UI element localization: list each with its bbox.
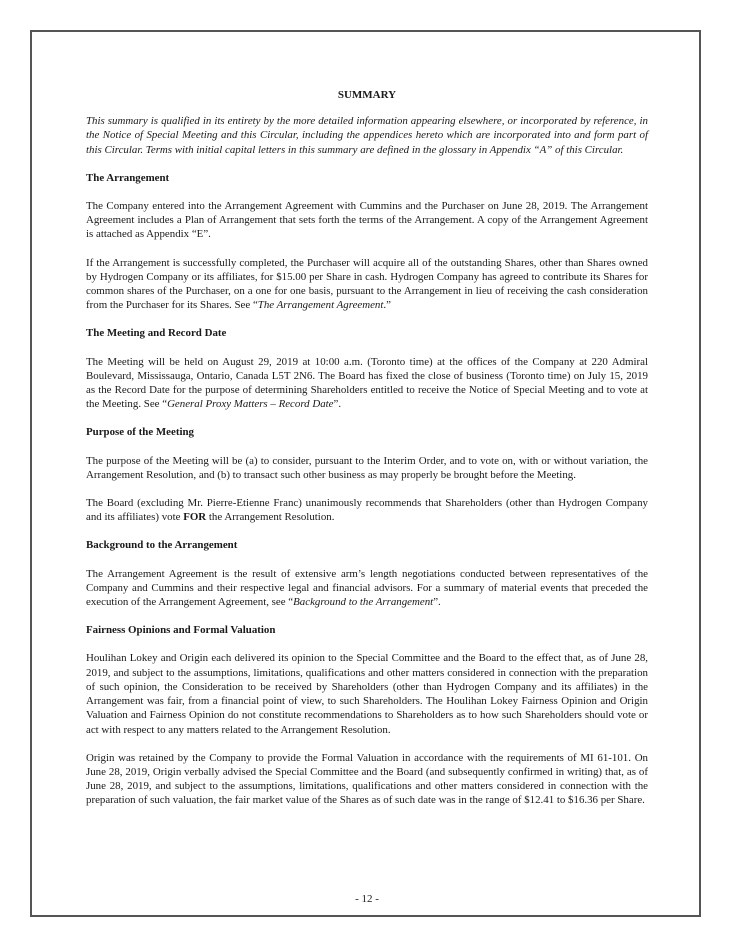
arrangement-p2-reference: The Arrangement Agreement bbox=[257, 299, 384, 312]
fairness-paragraph-2: Origin was retained by the Company to provide the Formal Valuation in accordance with the requirements of MI 61-101. On June 28, 2019, Origin verbally advised the Special Committee and the Board (and subsequently confirmed in writing) that, as of June 28, 2019, and subject to the assumptions, limitations, qualifications and other matters considered in connection with the preparation of such valuation, the fair market value of the Shares as of such date was in the range of $12.41 to $16.36 per Share. bbox=[86, 751, 648, 807]
page-number: - 12 - bbox=[355, 893, 379, 905]
purpose-p2-end: the Arrangement Resolution. bbox=[206, 511, 335, 524]
meeting-p1-end: ”. bbox=[333, 398, 342, 411]
purpose-p2-bold: FOR bbox=[183, 511, 207, 524]
summary-intro: This summary is qualified in its entirety by the more detailed information appearing elsewhere, or incorporated by reference, in the Notice of Special Meeting and this Circular, including the appendices hereto which are incorporated into and form part of this Circular. Terms with initial capital letters in this summary are defined in the glossary in Appendix “A” of this Circular. bbox=[86, 115, 648, 156]
purpose-paragraph-1: The purpose of the Meeting will be (a) to consider, pursuant to the Interim Order, and to vote on, with or without variation, the Arrangement Resolution, and (b) to transact such other business as may properly be brought before the Meeting. bbox=[86, 454, 648, 481]
heading-meeting: The Meeting and Record Date bbox=[86, 327, 227, 340]
heading-purpose: Purpose of the Meeting bbox=[86, 426, 194, 439]
heading-arrangement: The Arrangement bbox=[86, 171, 170, 184]
background-paragraph-1 bbox=[86, 567, 648, 610]
purpose-p2-text: The Board (excluding Mr. Pierre-Etienne Franc) unanimously recommends that Shareholders (other than Hydrogen Company and its affiliates) vote bbox=[86, 497, 648, 524]
meeting-p1-reference: General Proxy Matters – Record Date bbox=[167, 398, 334, 411]
page-title: SUMMARY bbox=[337, 89, 397, 101]
fairness-paragraph-1: Houlihan Lokey and Origin each delivered its opinion to the Special Committee and the Board to the effect that, as of June 28, 2019, and subject to the assumptions, limitations, qualifications and other matters considered in connection with the preparation of such opinion, the Consideration to be received by Shareholders (other than Hydrogen Company and its affiliates) in the Arrangement was fair, from a financial point of view, to such Shareholders. The Houlihan Lokey Fairness Opinion and Origin Valuation and Fairness Opinion do not constitute recommendations to Shareholders as to how such Shareholders should vote or act with respect to any matters related to the Arrangement Resolution. bbox=[86, 652, 648, 736]
purpose-paragraph-2 bbox=[86, 496, 648, 524]
background-p1-end: ”. bbox=[433, 596, 441, 609]
document-body bbox=[86, 88, 648, 822]
background-p1-text: The Arrangement Agreement is the result of extensive arm’s length negotiations conducted between representatives of the Company and Cummins and their respective legal and financial advisors. For a summary of material events that preceded the execution of the Arrangement Agreement, see “ bbox=[86, 567, 648, 609]
background-p1-reference: Background to the Arrangement bbox=[293, 596, 434, 609]
heading-fairness: Fairness Opinions and Formal Valuation bbox=[86, 624, 276, 637]
meeting-p1-text: The Meeting will be held on August 29, 2019 at 10:00 a.m. (Toronto time) at the offices of the Company at 220 Admiral Boulevard, Mississauga, Ontario, Canada L5T 2N6. The Board has fixed the close of business (Toronto time) on July 15, 2019 as the Record Date for the purpose of determining Shareholders entitled to receive the Notice of Special Meeting and to vote at the Meeting. See “ bbox=[86, 355, 648, 411]
meeting-paragraph-1 bbox=[86, 355, 648, 412]
arrangement-paragraph-2 bbox=[86, 256, 648, 313]
heading-background: Background to the Arrangement bbox=[86, 539, 238, 552]
arrangement-paragraph-1: The Company entered into the Arrangement Agreement with Cummins and the Purchaser on June 28, 2019. The Arrangement Agreement includes a Plan of Arrangement that sets forth the terms of the Arrangement. A copy of the Arrangement Agreement is attached as Appendix “E”. bbox=[86, 200, 648, 241]
arrangement-p2-text: If the Arrangement is successfully completed, the Purchaser will acquire all of the outstanding Shares, other than Shares owned by Hydrogen Company or its affiliates, for $15.00 per Share in cash. Hydrogen Company has agreed to contribute its Shares for common shares of the Purchaser, on a one for one basis, pursuant to the Arrangement in lieu of receiving the cash consideration from the Purchaser for its Shares. See “ bbox=[86, 256, 648, 312]
arrangement-p2-end: .” bbox=[383, 299, 391, 312]
